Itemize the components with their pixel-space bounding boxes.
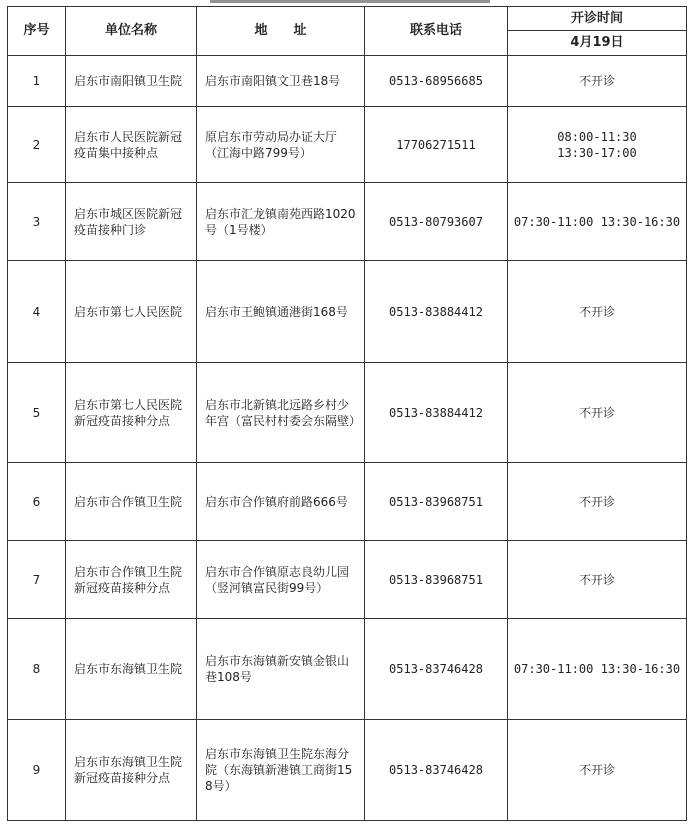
- row-hours: 08:00-11:30 13:30-17:00: [508, 107, 687, 183]
- row-hours: 不开诊: [508, 720, 687, 821]
- row-seq: 6: [8, 463, 66, 541]
- header-date: 4月19日: [508, 31, 687, 56]
- row-phone: 0513-83968751: [365, 541, 508, 619]
- row-hours: 07:30-11:00 13:30-16:30: [508, 619, 687, 720]
- row-seq: 5: [8, 363, 66, 463]
- row-phone: 0513-83884412: [365, 363, 508, 463]
- row-seq: 9: [8, 720, 66, 821]
- row-phone: 0513-83746428: [365, 619, 508, 720]
- row-unit-name: 启东市第七人民医院: [66, 261, 197, 363]
- row-unit-name: 启东市东海镇卫生院: [66, 619, 197, 720]
- table-row: [8, 261, 687, 363]
- row-phone: 17706271511: [365, 107, 508, 183]
- row-seq: 3: [8, 183, 66, 261]
- row-hours: 不开诊: [508, 541, 687, 619]
- vaccination-sites-table: [7, 6, 687, 821]
- row-unit-name: 启东市南阳镇卫生院: [66, 56, 197, 107]
- table-row: [8, 619, 687, 720]
- table-row: [8, 363, 687, 463]
- row-unit-name: 启东市第七人民医院新冠疫苗接种分点: [66, 363, 197, 463]
- row-phone: 0513-83968751: [365, 463, 508, 541]
- row-address: 启东市东海镇卫生院东海分院（东海镇新港镇工商街158号）: [197, 720, 365, 821]
- header-hours: 开诊时间: [508, 7, 687, 31]
- row-seq: 8: [8, 619, 66, 720]
- row-seq: 4: [8, 261, 66, 363]
- header-address: 地 址: [197, 7, 365, 56]
- row-hours: 07:30-11:00 13:30-16:30: [508, 183, 687, 261]
- row-address: 启东市北新镇北远路乡村少年宫（富民村村委会东隔壁）: [197, 363, 365, 463]
- row-address: 启东市合作镇原志良幼儿园（竖河镇富民街99号）: [197, 541, 365, 619]
- row-unit-name: 启东市合作镇卫生院: [66, 463, 197, 541]
- table-row: [8, 107, 687, 183]
- row-address: 启东市汇龙镇南苑西路1020号（1号楼）: [197, 183, 365, 261]
- table-row: [8, 183, 687, 261]
- row-unit-name: 启东市城区医院新冠疫苗接种门诊: [66, 183, 197, 261]
- row-phone: 0513-83746428: [365, 720, 508, 821]
- row-hours: 不开诊: [508, 261, 687, 363]
- row-hours: 不开诊: [508, 56, 687, 107]
- header-seq: 序号: [8, 7, 66, 56]
- table-row: [8, 463, 687, 541]
- table-row: [8, 720, 687, 821]
- row-address: 原启东市劳动局办证大厅（江海中路799号）: [197, 107, 365, 183]
- row-address: 启东市王鲍镇通港街168号: [197, 261, 365, 363]
- header-unit-name: 单位名称: [66, 7, 197, 56]
- row-seq: 2: [8, 107, 66, 183]
- row-phone: 0513-83884412: [365, 261, 508, 363]
- header-phone: 联系电话: [365, 7, 508, 56]
- row-address: 启东市东海镇新安镇金银山巷108号: [197, 619, 365, 720]
- row-address: 启东市合作镇府前路666号: [197, 463, 365, 541]
- row-unit-name: 启东市东海镇卫生院新冠疫苗接种分点: [66, 720, 197, 821]
- row-unit-name: 启东市合作镇卫生院新冠疫苗接种分点: [66, 541, 197, 619]
- row-hours: 不开诊: [508, 363, 687, 463]
- row-phone: 0513-68956685: [365, 56, 508, 107]
- table-row: [8, 56, 687, 107]
- row-phone: 0513-80793607: [365, 183, 508, 261]
- row-seq: 1: [8, 56, 66, 107]
- row-address: 启东市南阳镇文卫巷18号: [197, 56, 365, 107]
- table-row: [8, 541, 687, 619]
- row-seq: 7: [8, 541, 66, 619]
- row-unit-name: 启东市人民医院新冠疫苗集中接种点: [66, 107, 197, 183]
- row-hours: 不开诊: [508, 463, 687, 541]
